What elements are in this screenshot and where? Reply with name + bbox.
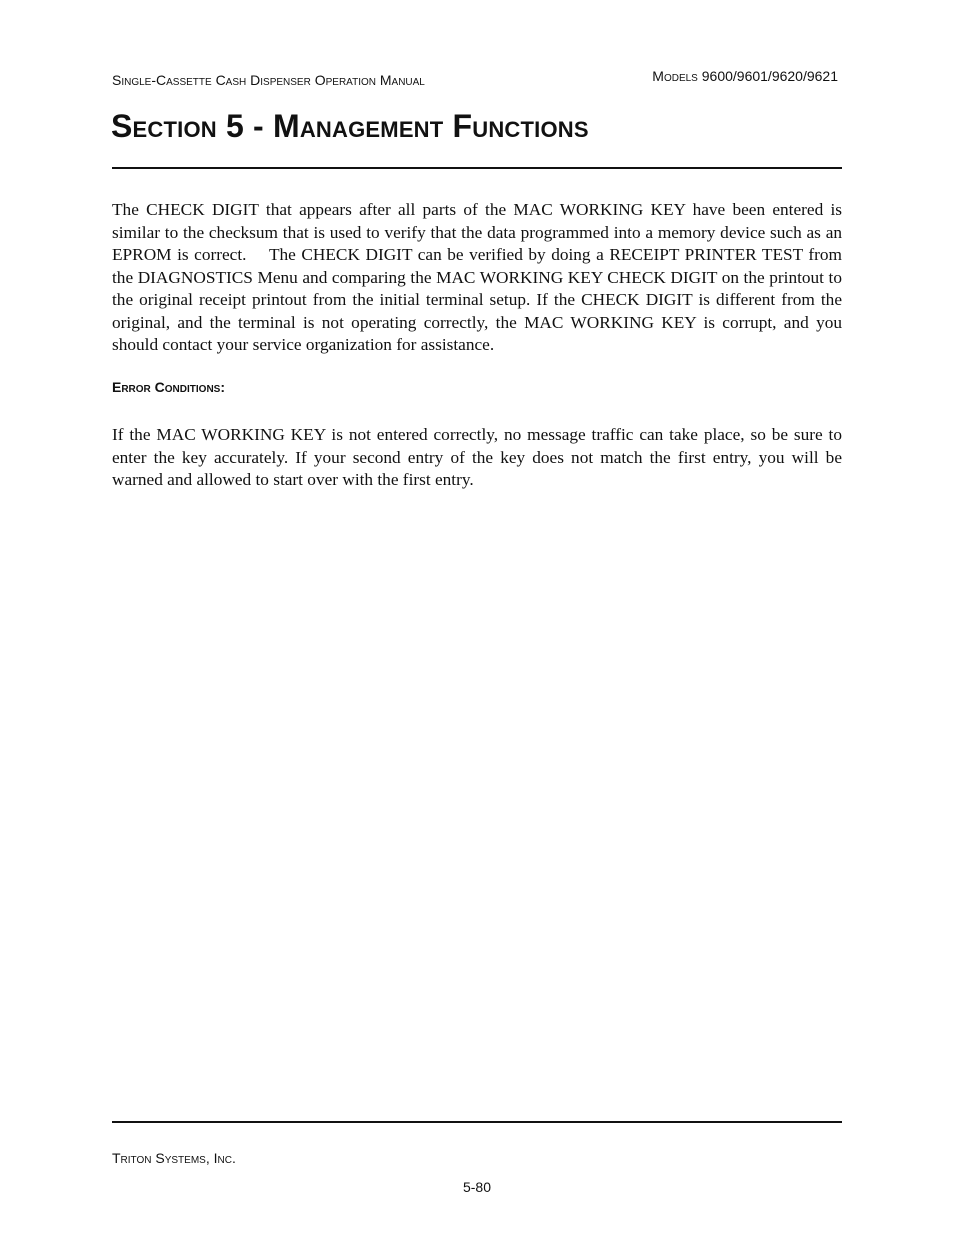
manual-title: Single-Cassette Cash Dispenser Operation Manual <box>112 72 425 88</box>
models-numbers: 9600/9601/9620/9621 <box>701 68 838 84</box>
section-title: Section 5 - Management Functions <box>111 108 589 144</box>
models-header <box>652 68 838 84</box>
models-label: Models <box>652 68 698 84</box>
error-conditions-paragraph: If the MAC WORKING KEY is not entered correctly, no message traffic can take place, so be sure to enter the key accurately. If your second entry of the key does not match the first entry, you will be warned and allowed to start over with the first entry. <box>112 425 842 489</box>
header-divider <box>112 167 842 169</box>
footer-divider <box>112 1121 842 1123</box>
page-number: 5-80 <box>462 1179 492 1195</box>
check-digit-paragraph: The CHECK DIGIT that appears after all parts of the MAC WORKING KEY have been entered is similar to the checksum that is used to verify that the data programmed into a memory device such as an EPROM is correct. The CHECK DIGIT can be verified by doing a RECEIPT PRINTER TEST from the DIAGNOSTICS Menu and comparing the MAC WORKING KEY CHECK DIGIT on the printout to the original receipt printout from the initial terminal setup. If the CHECK DIGIT is different from the original, and the terminal is not operating correctly, the MAC WORKING KEY is corrupt, and you should contact your service organization for assistance. <box>112 200 842 354</box>
company-name: Triton Systems, Inc. <box>112 1150 236 1166</box>
error-conditions-heading: Error Conditions: <box>112 379 225 395</box>
